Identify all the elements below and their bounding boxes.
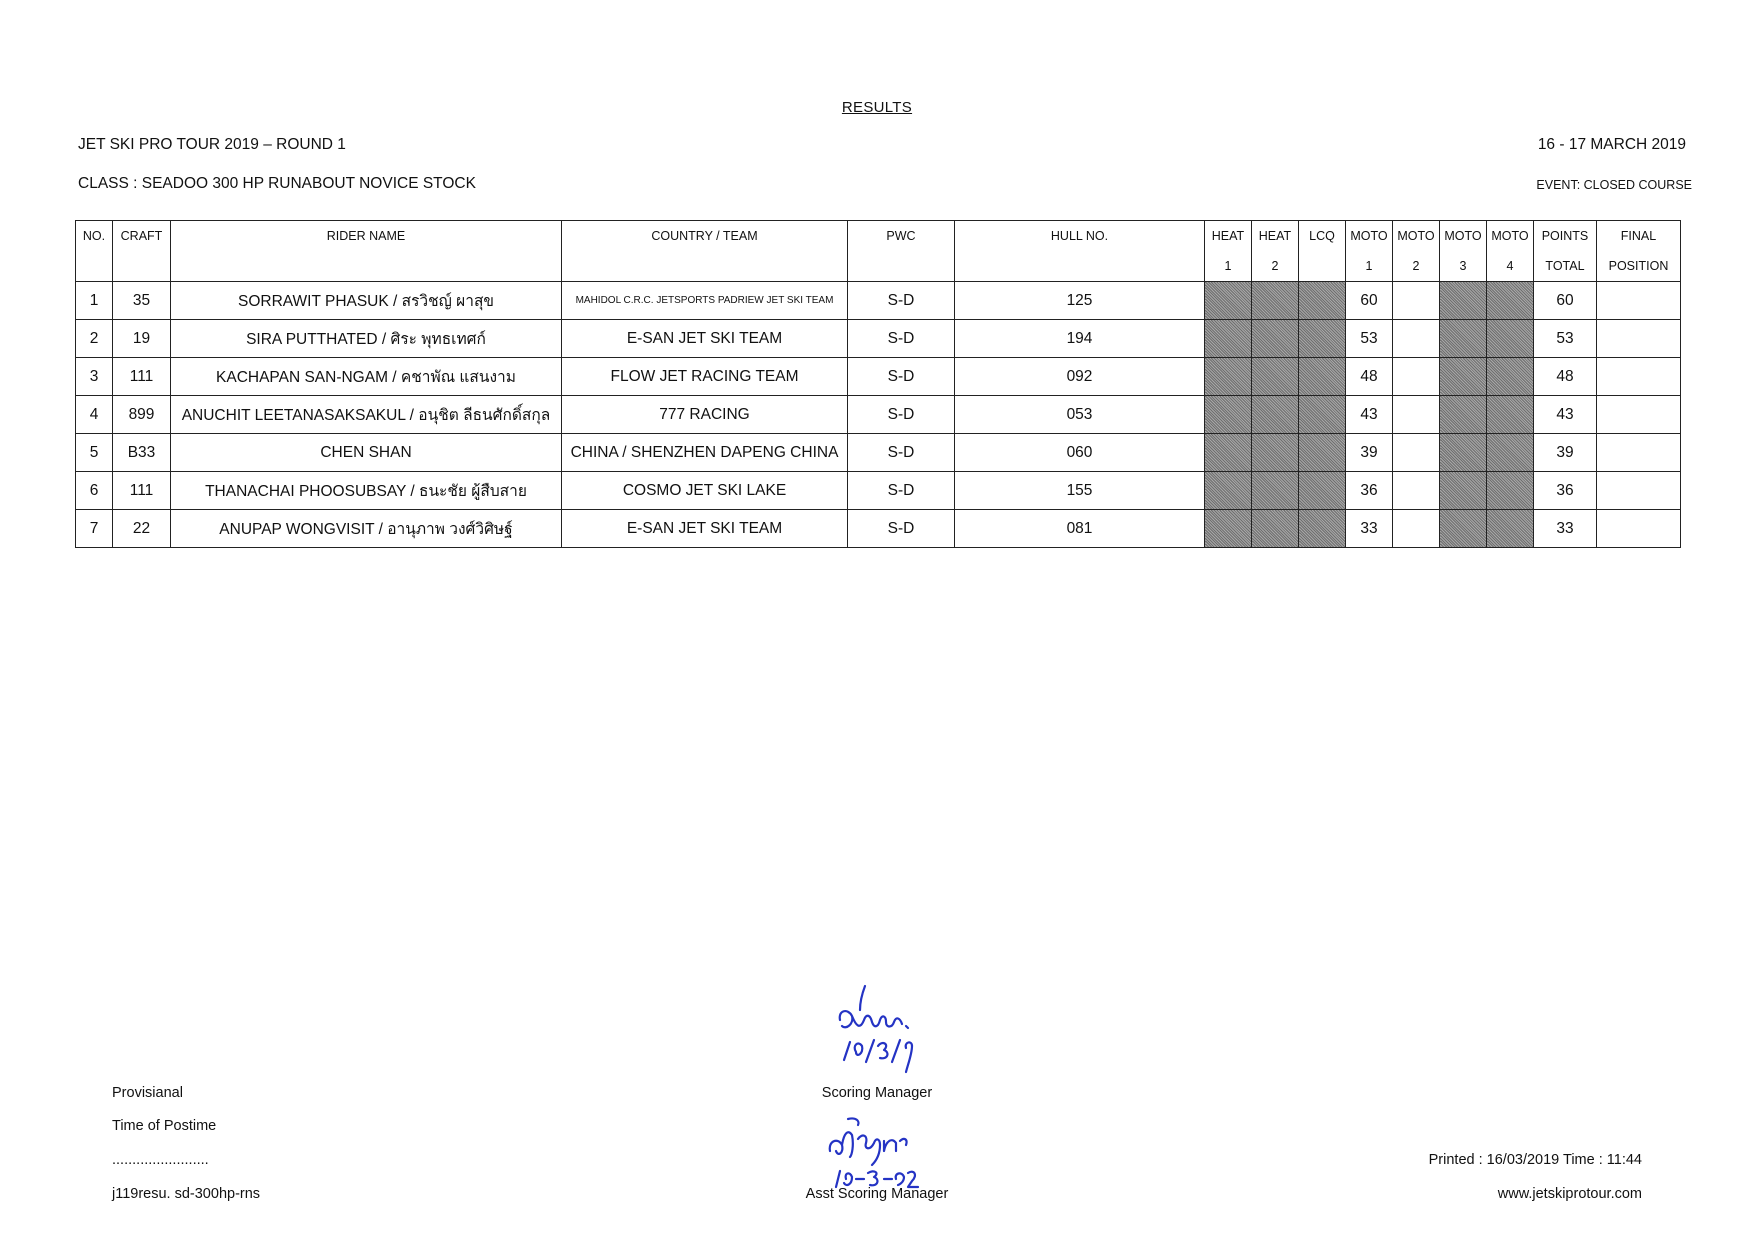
header-moto3: MOTO xyxy=(1440,221,1487,252)
cell-hull-no: 053 xyxy=(955,396,1205,434)
cell-lcq-shaded xyxy=(1299,358,1346,396)
file-reference: j119resu. sd-300hp-rns xyxy=(112,1186,261,1202)
results-table xyxy=(75,220,1681,548)
header-rider-name: RIDER NAME xyxy=(171,221,562,282)
cell-team: E-SAN JET SKI TEAM xyxy=(562,510,848,548)
cell-hull-no: 060 xyxy=(955,434,1205,472)
header-craft: CRAFT xyxy=(113,221,171,282)
cell-lcq-shaded xyxy=(1299,472,1346,510)
cell-points-total: 36 xyxy=(1534,472,1597,510)
cell-final-position xyxy=(1597,320,1681,358)
cell-moto4-shaded xyxy=(1487,320,1534,358)
header-moto4: MOTO xyxy=(1487,221,1534,252)
header-lcq: LCQ xyxy=(1299,221,1346,282)
cell-moto2 xyxy=(1393,510,1440,548)
cell-lcq-shaded xyxy=(1299,396,1346,434)
cell-moto1: 53 xyxy=(1346,320,1393,358)
cell-heat2-shaded xyxy=(1252,358,1299,396)
cell-team: COSMO JET SKI LAKE xyxy=(562,472,848,510)
cell-points-total: 60 xyxy=(1534,282,1597,320)
cell-heat2-shaded xyxy=(1252,282,1299,320)
scoring-manager-label: Scoring Manager xyxy=(821,1085,933,1101)
cell-moto2 xyxy=(1393,282,1440,320)
time-of-postime-label: Time of Postime xyxy=(112,1118,217,1134)
header-heat2-number: 2 xyxy=(1252,251,1299,282)
cell-no: 5 xyxy=(76,434,113,472)
asst-scoring-manager-label: Asst Scoring Manager xyxy=(805,1186,949,1202)
header-moto1: MOTO xyxy=(1346,221,1393,252)
cell-hull-no: 155 xyxy=(955,472,1205,510)
cell-craft: 899 xyxy=(113,396,171,434)
cell-points-total: 33 xyxy=(1534,510,1597,548)
cell-craft: 19 xyxy=(113,320,171,358)
cell-lcq-shaded xyxy=(1299,434,1346,472)
cell-moto2 xyxy=(1393,434,1440,472)
cell-no: 7 xyxy=(76,510,113,548)
cell-pwc: S-D xyxy=(848,510,955,548)
cell-heat2-shaded xyxy=(1252,396,1299,434)
cell-heat2-shaded xyxy=(1252,510,1299,548)
cell-final-position xyxy=(1597,510,1681,548)
table-header-row xyxy=(76,221,1681,252)
cell-final-position xyxy=(1597,396,1681,434)
cell-moto3-shaded xyxy=(1440,472,1487,510)
cell-team: MAHIDOL C.R.C. JETSPORTS PADRIEW JET SKI TEAM xyxy=(562,282,848,320)
printed-timestamp: Printed : 16/03/2019 Time : 11:44 xyxy=(1428,1152,1642,1168)
cell-rider-name: CHEN SHAN xyxy=(171,434,562,472)
cell-moto4-shaded xyxy=(1487,396,1534,434)
table-row xyxy=(76,358,1681,396)
header-moto2-number: 2 xyxy=(1393,251,1440,282)
table-row xyxy=(76,282,1681,320)
cell-moto2 xyxy=(1393,320,1440,358)
cell-moto3-shaded xyxy=(1440,396,1487,434)
cell-lcq-shaded xyxy=(1299,510,1346,548)
postime-blank: ........................ xyxy=(112,1152,209,1168)
asst-scoring-manager-signature xyxy=(818,1115,938,1195)
table-row xyxy=(76,320,1681,358)
cell-no: 6 xyxy=(76,472,113,510)
header-points: POINTS xyxy=(1534,221,1597,252)
cell-moto4-shaded xyxy=(1487,434,1534,472)
header-final: FINAL xyxy=(1597,221,1681,252)
cell-craft: B33 xyxy=(113,434,171,472)
cell-lcq-shaded xyxy=(1299,320,1346,358)
cell-moto2 xyxy=(1393,396,1440,434)
cell-heat2-shaded xyxy=(1252,472,1299,510)
cell-rider-name: ANUPAP WONGVISIT / อานุภาพ วงศ์วิศิษฐ์ xyxy=(171,510,562,548)
header-points-total: TOTAL xyxy=(1534,251,1597,282)
cell-rider-name: SIRA PUTTHATED / ศิระ พุทธเทศก์ xyxy=(171,320,562,358)
website-url: www.jetskiprotour.com xyxy=(1497,1186,1642,1202)
cell-moto3-shaded xyxy=(1440,358,1487,396)
event-type: EVENT: CLOSED COURSE xyxy=(1536,178,1692,192)
header-hull-no: HULL NO. xyxy=(955,221,1205,282)
cell-craft: 111 xyxy=(113,472,171,510)
header-country-team: COUNTRY / TEAM xyxy=(562,221,848,282)
cell-final-position xyxy=(1597,434,1681,472)
table-row xyxy=(76,510,1681,548)
header-moto2: MOTO xyxy=(1393,221,1440,252)
cell-moto1: 60 xyxy=(1346,282,1393,320)
cell-final-position xyxy=(1597,282,1681,320)
cell-no: 4 xyxy=(76,396,113,434)
cell-heat1-shaded xyxy=(1205,510,1252,548)
table-row xyxy=(76,472,1681,510)
cell-final-position xyxy=(1597,472,1681,510)
cell-points-total: 53 xyxy=(1534,320,1597,358)
header-heat2: HEAT xyxy=(1252,221,1299,252)
cell-heat1-shaded xyxy=(1205,434,1252,472)
cell-points-total: 48 xyxy=(1534,358,1597,396)
cell-moto2 xyxy=(1393,472,1440,510)
cell-hull-no: 092 xyxy=(955,358,1205,396)
cell-moto1: 39 xyxy=(1346,434,1393,472)
cell-heat1-shaded xyxy=(1205,320,1252,358)
cell-rider-name: KACHAPAN SAN-NGAM / คชาพัณ แสนงาม xyxy=(171,358,562,396)
cell-points-total: 43 xyxy=(1534,396,1597,434)
cell-moto3-shaded xyxy=(1440,510,1487,548)
scoring-manager-signature xyxy=(820,980,940,1080)
header-moto3-number: 3 xyxy=(1440,251,1487,282)
cell-team: E-SAN JET SKI TEAM xyxy=(562,320,848,358)
cell-team: 777 RACING xyxy=(562,396,848,434)
table-row xyxy=(76,396,1681,434)
table-row xyxy=(76,434,1681,472)
header-moto4-number: 4 xyxy=(1487,251,1534,282)
cell-moto1: 43 xyxy=(1346,396,1393,434)
cell-craft: 111 xyxy=(113,358,171,396)
cell-pwc: S-D xyxy=(848,282,955,320)
event-date: 16 - 17 MARCH 2019 xyxy=(1537,136,1686,153)
cell-moto4-shaded xyxy=(1487,358,1534,396)
header-heat1-number: 1 xyxy=(1205,251,1252,282)
header-pwc: PWC xyxy=(848,221,955,282)
cell-moto4-shaded xyxy=(1487,472,1534,510)
cell-heat2-shaded xyxy=(1252,320,1299,358)
cell-team: FLOW JET RACING TEAM xyxy=(562,358,848,396)
cell-rider-name: THANACHAI PHOOSUBSAY / ธนะชัย ผู้สืบสาย xyxy=(171,472,562,510)
event-name: JET SKI PRO TOUR 2019 – ROUND 1 xyxy=(78,136,346,153)
cell-no: 3 xyxy=(76,358,113,396)
cell-heat2-shaded xyxy=(1252,434,1299,472)
page-title: RESULTS xyxy=(841,99,913,116)
header-final-position: POSITION xyxy=(1597,251,1681,282)
cell-pwc: S-D xyxy=(848,396,955,434)
cell-moto1: 48 xyxy=(1346,358,1393,396)
cell-moto1: 36 xyxy=(1346,472,1393,510)
cell-moto3-shaded xyxy=(1440,282,1487,320)
header-heat1: HEAT xyxy=(1205,221,1252,252)
cell-craft: 22 xyxy=(113,510,171,548)
cell-points-total: 39 xyxy=(1534,434,1597,472)
class-label: CLASS : SEADOO 300 HP RUNABOUT NOVICE STOCK xyxy=(78,175,476,192)
cell-heat1-shaded xyxy=(1205,396,1252,434)
cell-pwc: S-D xyxy=(848,472,955,510)
cell-moto1: 33 xyxy=(1346,510,1393,548)
cell-heat1-shaded xyxy=(1205,358,1252,396)
cell-final-position xyxy=(1597,358,1681,396)
cell-moto2 xyxy=(1393,358,1440,396)
cell-heat1-shaded xyxy=(1205,282,1252,320)
cell-hull-no: 125 xyxy=(955,282,1205,320)
cell-pwc: S-D xyxy=(848,434,955,472)
header-moto1-number: 1 xyxy=(1346,251,1393,282)
cell-rider-name: SORRAWIT PHASUK / สรวิชญ์ ผาสุข xyxy=(171,282,562,320)
cell-heat1-shaded xyxy=(1205,472,1252,510)
cell-moto3-shaded xyxy=(1440,434,1487,472)
header-no: NO. xyxy=(76,221,113,282)
cell-no: 1 xyxy=(76,282,113,320)
cell-no: 2 xyxy=(76,320,113,358)
cell-hull-no: 194 xyxy=(955,320,1205,358)
cell-pwc: S-D xyxy=(848,358,955,396)
cell-pwc: S-D xyxy=(848,320,955,358)
cell-team: CHINA / SHENZHEN DAPENG CHINA xyxy=(562,434,848,472)
cell-moto4-shaded xyxy=(1487,282,1534,320)
cell-lcq-shaded xyxy=(1299,282,1346,320)
cell-craft: 35 xyxy=(113,282,171,320)
cell-moto3-shaded xyxy=(1440,320,1487,358)
cell-rider-name: ANUCHIT LEETANASAKSAKUL / อนุชิต ลีธนศักดิ์สกุล xyxy=(171,396,562,434)
provisional-label: Provisianal xyxy=(112,1085,183,1101)
cell-hull-no: 081 xyxy=(955,510,1205,548)
cell-moto4-shaded xyxy=(1487,510,1534,548)
